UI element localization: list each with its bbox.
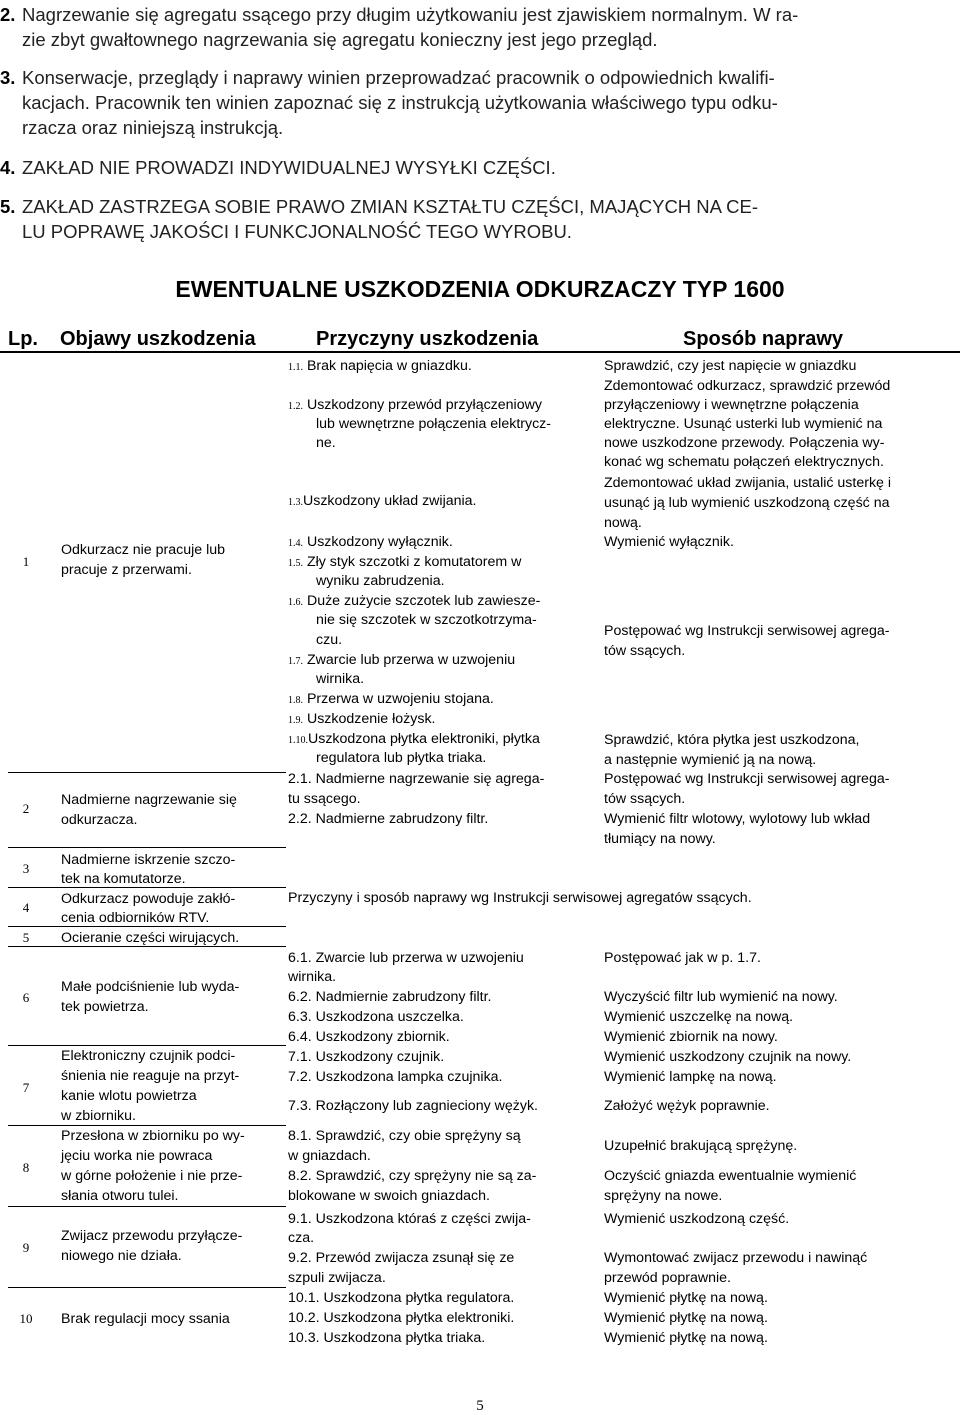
cause-6-1: 6.1. Zwarcie lub przerwa w uzwojeniu: [288, 950, 524, 966]
repair-line: Wymienić płytkę na nową.: [604, 1330, 768, 1346]
repair-line: Wymienić uszczelkę na nową.: [604, 1009, 794, 1025]
repair-line: elektryczne. Usunąć usterki lub wymienić na: [604, 416, 883, 432]
row-number: 5: [22, 930, 30, 945]
cause-line: czu.: [316, 632, 343, 648]
cause-line: regulatora lub płytka triaka.: [316, 750, 487, 766]
cause-line: blokowane w swoich gniazdach.: [288, 1188, 490, 1204]
cause-10-2: 10.2. Uszkodzona płytka elektroniki.: [288, 1310, 515, 1326]
note-line: ZAKŁAD ZASTRZEGA SOBIE PRAWO ZMIAN KSZTAŁTU CZĘŚCI, MAJĄCYCH NA CE-: [22, 196, 758, 217]
cause-6-2: 6.2. Nadmiernie zabrudzony filtr.: [288, 989, 492, 1005]
symptom-line: odkurzacza.: [61, 812, 138, 828]
header-symptoms: Objawy uszkodzenia: [60, 328, 256, 350]
header-causes: Przyczyny uszkodzenia: [316, 328, 539, 350]
repair-line: Wymienić wyłącznik.: [604, 534, 734, 550]
symptom-line: kanie wlotu powietrza: [61, 1088, 197, 1104]
symptom-line: w górne położenie i nie prze-: [61, 1168, 243, 1184]
repair-line: konać wg schematu połączeń elektrycznych.: [604, 454, 884, 470]
cause-7-1: 7.1. Uszkodzony czujnik.: [288, 1049, 445, 1065]
repair-line: Wymienić uszkodzoną część.: [604, 1211, 790, 1227]
repair-line: Wymontować zwijacz przewodu i nawinąć: [604, 1250, 868, 1266]
repair-line: nową.: [604, 515, 642, 531]
repair-line: tów ssących.: [604, 791, 686, 807]
repair-line: Wymienić płytkę na nową.: [604, 1310, 768, 1326]
symptom-line: cenia odbiorników RTV.: [61, 910, 210, 926]
note-3: [0, 65, 938, 140]
symptom-line: Nadmierne nagrzewanie się: [61, 792, 237, 808]
cause-line: szpuli zwijacza.: [288, 1270, 386, 1286]
cause-7-2: 7.2. Uszkodzona lampka czujnika.: [288, 1069, 503, 1085]
cause-10-1: 10.1. Uszkodzona płytka regulatora.: [288, 1290, 515, 1306]
cause-line: wirnika.: [288, 969, 337, 985]
cause-3-4-shared: Przyczyny i sposób naprawy wg Instrukcji serwisowej agregatów ssących.: [288, 890, 752, 906]
symptom-line: niowego nie działa.: [61, 1248, 182, 1264]
cause-1-7: 1.7. Zwarcie lub przerwa w uzwojeniu: [288, 652, 516, 668]
row-number: 3: [22, 861, 30, 876]
symptom-line: Brak regulacji mocy ssania: [61, 1311, 230, 1327]
cause-line: w gniazdach.: [288, 1148, 371, 1164]
note-line: Konserwacje, przeglądy i naprawy winien przeprowadzać pracownik o odpowiednich kwalifi-: [22, 67, 775, 88]
repair-line: Zdemontować układ zwijania, ustalić usterkę i: [604, 475, 892, 491]
cause-1-8: 1.8. Przerwa w uzwojeniu stojana.: [288, 691, 494, 707]
row-number: 10: [19, 1311, 33, 1326]
repair-line: Sprawdzić, która płytka jest uszkodzona,: [604, 732, 860, 748]
cause-9-2: 9.2. Przewód zwijacza zsunął się ze: [288, 1250, 515, 1266]
row-number: 1: [22, 554, 30, 569]
cause-1-5: 1.5. Zły styk szczotki z komutatorem w: [288, 554, 522, 570]
cause-1-1: 1.1. Brak napięcia w gniazdku.: [288, 358, 472, 374]
cause-line: nie się szczotek w szczotkotrzyma-: [316, 612, 537, 628]
repair-line: przyłączeniowy i wewnętrzne połączenia: [604, 397, 859, 413]
page-number: 5: [476, 1398, 484, 1414]
header-repair: Sposób naprawy: [683, 328, 844, 350]
cause-6-3: 6.3. Uszkodzona uszczelka.: [288, 1009, 464, 1025]
repair-line: tłumiący na nowy.: [604, 831, 716, 847]
header-rule: [0, 351, 960, 353]
repair-line: sprężyny na nowe.: [604, 1188, 723, 1204]
cause-8-2: 8.2. Sprawdzić, czy sprężyny nie są za-: [288, 1168, 537, 1184]
cause-1-9: 1.9. Uszkodzenie łożysk.: [288, 711, 436, 727]
repair-line: Postępować jak w p. 1.7.: [604, 950, 761, 966]
cause-9-1: 9.1. Uszkodzona któraś z części zwija-: [288, 1211, 531, 1227]
note-number: 5.: [0, 196, 16, 217]
note-line: ZAKŁAD NIE PROWADZI INDYWIDUALNEJ WYSYŁKI CZĘŚCI.: [22, 157, 556, 178]
symptom-line: Zwijacz przewodu przyłącze-: [61, 1228, 243, 1244]
repair-line: Sprawdzić, czy jest napięcie w gniazdku: [604, 358, 857, 374]
symptom-line: Przesłona w zbiorniku po wy-: [61, 1128, 245, 1144]
symptom-line: jęciu worka nie powraca: [61, 1148, 213, 1164]
symptom-line: Odkurzacz nie pracuje lub: [61, 542, 226, 558]
repair-line: Postępować wg Instrukcji serwisowej agrega-: [604, 771, 890, 787]
symptom-line: tek na komutatorze.: [61, 871, 186, 887]
note-5: [0, 194, 938, 244]
cause-8-1: 8.1. Sprawdzić, czy obie sprężyny są: [288, 1128, 521, 1144]
repair-line: Wymienić zbiornik na nowy.: [604, 1029, 778, 1045]
cause-line: ne.: [316, 435, 336, 451]
cause-10-3: 10.3. Uszkodzona płytka triaka.: [288, 1330, 486, 1346]
cause-1-3: 1.3.Uszkodzony układ zwijania.: [288, 493, 477, 509]
cause-6-4: 6.4. Uszkodzony zbiornik.: [288, 1029, 450, 1045]
repair-line: Postępować wg Instrukcji serwisowej agrega-: [604, 623, 890, 639]
cause-line: lub wewnętrzne połączenia elektrycz-: [316, 416, 551, 432]
repair-line: Wymienić płytkę na nową.: [604, 1290, 768, 1306]
row-number: 9: [22, 1240, 30, 1255]
cause-1-4: 1.4. Uszkodzony wyłącznik.: [288, 534, 453, 550]
cause-2-1: 2.1. Nadmierne nagrzewanie się agrega-: [288, 771, 545, 787]
symptom-line: Nadmierne iskrzenie szczo-: [61, 852, 236, 868]
cause-7-3: 7.3. Rozłączony lub zagnieciony wężyk.: [288, 1098, 538, 1114]
repair-line: Wyczyścić filtr lub wymienić na nowy.: [604, 989, 838, 1005]
row-number: 4: [22, 900, 30, 915]
row-number: 6: [22, 990, 30, 1005]
note-line: rzacza oraz niniejszą instrukcją.: [22, 117, 284, 138]
note-line: Nagrzewanie się agregatu ssącego przy długim użytkowaniu jest zjawiskiem normalnym. W ra-: [22, 4, 799, 25]
cause-1-10: 1.10.Uszkodzona płytka elektroniki, płytka: [288, 731, 540, 747]
symptom-line: słania otworu tulei.: [61, 1188, 179, 1204]
symptom-line: śnienia nie reaguje na przyt-: [61, 1068, 240, 1084]
repair-line: Uzupełnić brakującą sprężynę.: [604, 1138, 798, 1154]
repair-line: Wymienić lampkę na nową.: [604, 1069, 777, 1085]
row-number: 8: [22, 1160, 30, 1175]
repair-line: Wymienić uszkodzony czujnik na nowy.: [604, 1049, 852, 1065]
note-number: 4.: [0, 157, 16, 178]
note-number: 3.: [0, 67, 16, 88]
row-number: 2: [22, 801, 30, 816]
repair-line: usunąć ją lub wymienić uszkodzoną część na: [604, 495, 890, 511]
symptom-line: Ocieranie części wirujących.: [61, 930, 240, 946]
repair-line: Założyć wężyk poprawnie.: [604, 1098, 770, 1114]
table-title: EWENTUALNE USZKODZENIA ODKURZACZY TYP 1600: [175, 276, 785, 302]
repair-line: nowe uszkodzone przewody. Połączenia wy-: [604, 435, 885, 451]
note-4: [0, 155, 938, 180]
symptom-line: Odkurzacz powoduje zakłó-: [61, 891, 236, 907]
repair-line: Zdemontować odkurzacz, sprawdzić przewód: [604, 378, 891, 394]
repair-line: a następnie wymienić ją na nową.: [604, 752, 817, 768]
repair-line: Wymienić filtr wlotowy, wylotowy lub wkład: [604, 811, 871, 827]
symptom-line: pracuje z przerwami.: [61, 562, 192, 578]
symptom-line: w zbiorniku.: [61, 1108, 136, 1124]
symptom-line: Małe podciśnienie lub wyda-: [61, 979, 240, 995]
header-lp: Lp.: [8, 328, 38, 350]
note-line: kacjach. Pracownik ten winien zapoznać się z instrukcją użytkowania właściwego typu odku-: [22, 92, 778, 113]
cause-1-6: 1.6. Duże zużycie szczotek lub zawiesze-: [288, 593, 541, 609]
symptom-line: Elektroniczny czujnik podci-: [61, 1048, 236, 1064]
symptom-line: tek powietrza.: [61, 999, 149, 1015]
note-2: [0, 2, 938, 52]
cause-line: cza.: [288, 1230, 315, 1246]
row-number: 7: [22, 1080, 30, 1095]
cause-line: wyniku zabrudzenia.: [316, 573, 445, 589]
repair-line: przewód poprawnie.: [604, 1270, 731, 1286]
repair-line: Oczyścić gniazda ewentualnie wymienić: [604, 1168, 857, 1184]
repair-line: tów ssących.: [604, 643, 686, 659]
note-line: LU POPRAWĘ JAKOŚCI I FUNKCJONALNOŚĆ TEGO WYROBU.: [22, 221, 572, 242]
cause-line: wirnika.: [316, 671, 365, 687]
cause-1-2: 1.2. Uszkodzony przewód przyłączeniowy: [288, 397, 542, 413]
cause-2-2: 2.2. Nadmierne zabrudzony filtr.: [288, 811, 489, 827]
note-line: zie zbyt gwałtownego nagrzewania się agregatu konieczny jest jego przegląd.: [22, 29, 658, 50]
cause-line: tu ssącego.: [288, 791, 361, 807]
note-number: 2.: [0, 4, 16, 25]
